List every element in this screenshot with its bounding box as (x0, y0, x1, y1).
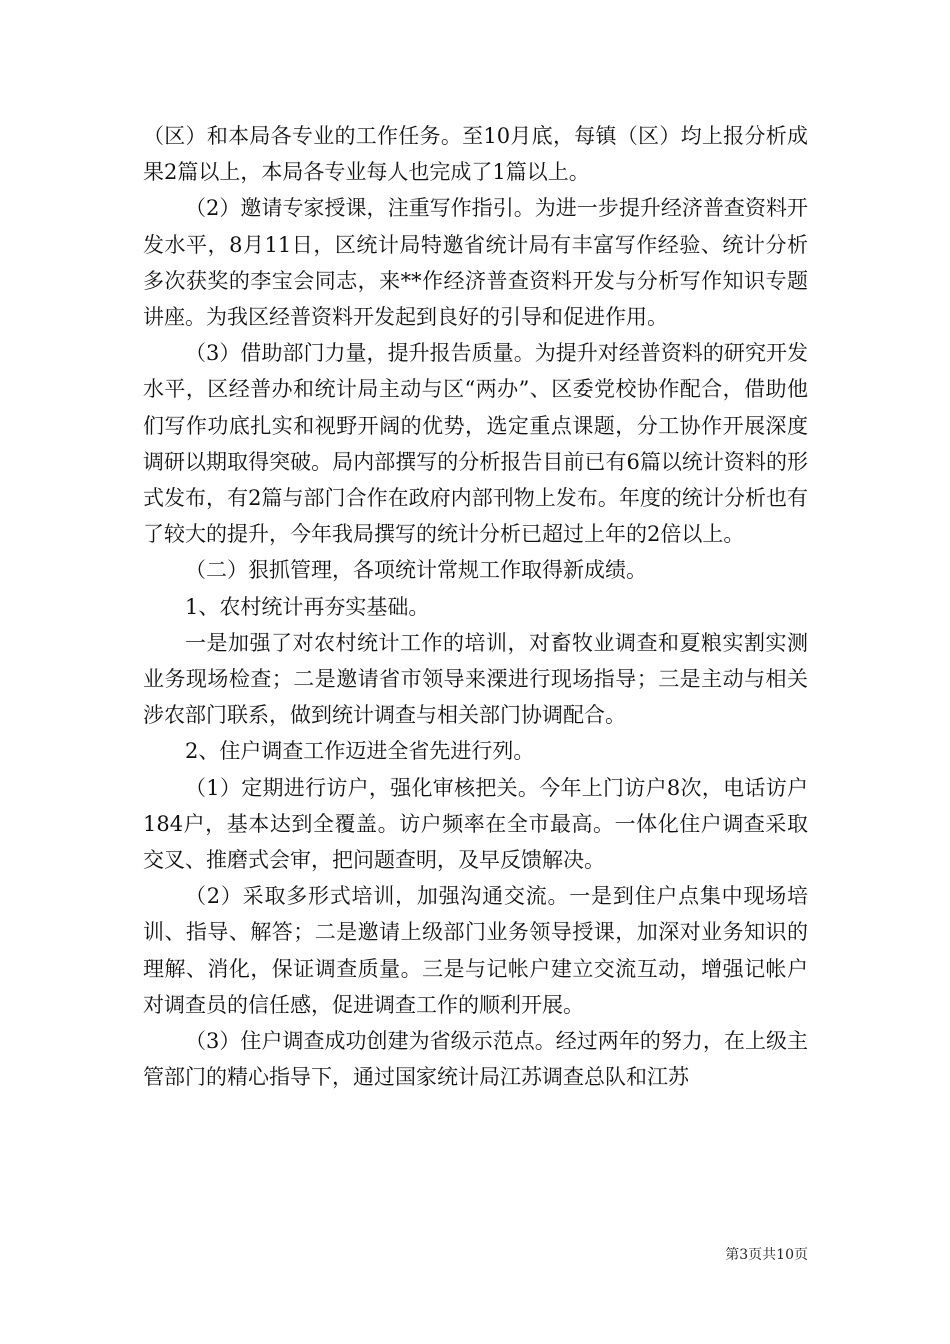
paragraph: （1）定期进行访户，强化审核把关。今年上门访户8次，电话访户184户，基本达到全覆盖。访户频率在全市最高。一体化住户调查采取交叉、推磨式会审，把问题查明，及早反馈解决。 (143, 775, 808, 873)
paragraph: （区）和本局各专业的工作任务。至10月底，每镇（区）均上报分析成果2篇以上，本局各专业每人也完成了1篇以上。 (143, 124, 808, 185)
paragraph: 2、住户调查工作迈进全省先进行列。 (185, 739, 535, 764)
paragraph: 一是加强了对农村统计工作的培训，对畜牧业调查和夏粮实割实测业务现场检查；二是邀请省市领导来溧进行现场指导；三是主动与相关涉农部门联系，做到统计调查与相关部门协调配合。 (143, 630, 808, 728)
paragraph: （二）狠抓管理，各项统计常规工作取得新成绩。 (185, 558, 647, 583)
body-text (143, 118, 808, 1095)
paragraph: （2）邀请专家授课，注重写作指引。为进一步提升经济普查资料开发水平，8月11日，区统计局特邀省统计局有丰富写作经验、统计分析多次获奖的李宝会同志，来**作经济普查资料开发与分析写作知识专题讲座。为我区经普资料开发起到良好的引导和促进作用。 (143, 196, 808, 330)
paragraph: （3）住户调查成功创建为省级示范点。经过两年的努力，在上级主管部门的精心指导下，通过国家统计局江苏调查总队和江苏 (143, 1029, 808, 1090)
page-number: 第3页共10页 (725, 1247, 808, 1263)
paragraph: （2）采取多形式培训，加强沟通交流。一是到住户点集中现场培训、指导、解答；二是邀请上级部门业务领导授课，加深对业务知识的理解、消化，保证调查质量。三是与记帐户建立交流互动，增强记帐户对调查员的信任感，促进调查工作的顺利开展。 (143, 884, 808, 1017)
paragraph: （3）借助部门力量，提升报告质量。为提升对经普资料的研究开发水平，区经普办和统计局主动与区“两办”、区委党校协作配合，借助他们写作功底扎实和视野开阔的优势，选定重点课题，分工协作开展深度调研以期取得突破。局内部撰写的分析报告目前已有6篇以统计资料的形式发布，有2篇与部门合作在政府内部刊物上发布。年度的统计分析也有了较大的提升，今年我局撰写的统计分析已超过上年的2倍以上。 (143, 341, 808, 547)
paragraph: 1、农村统计再夯实基础。 (185, 594, 430, 619)
